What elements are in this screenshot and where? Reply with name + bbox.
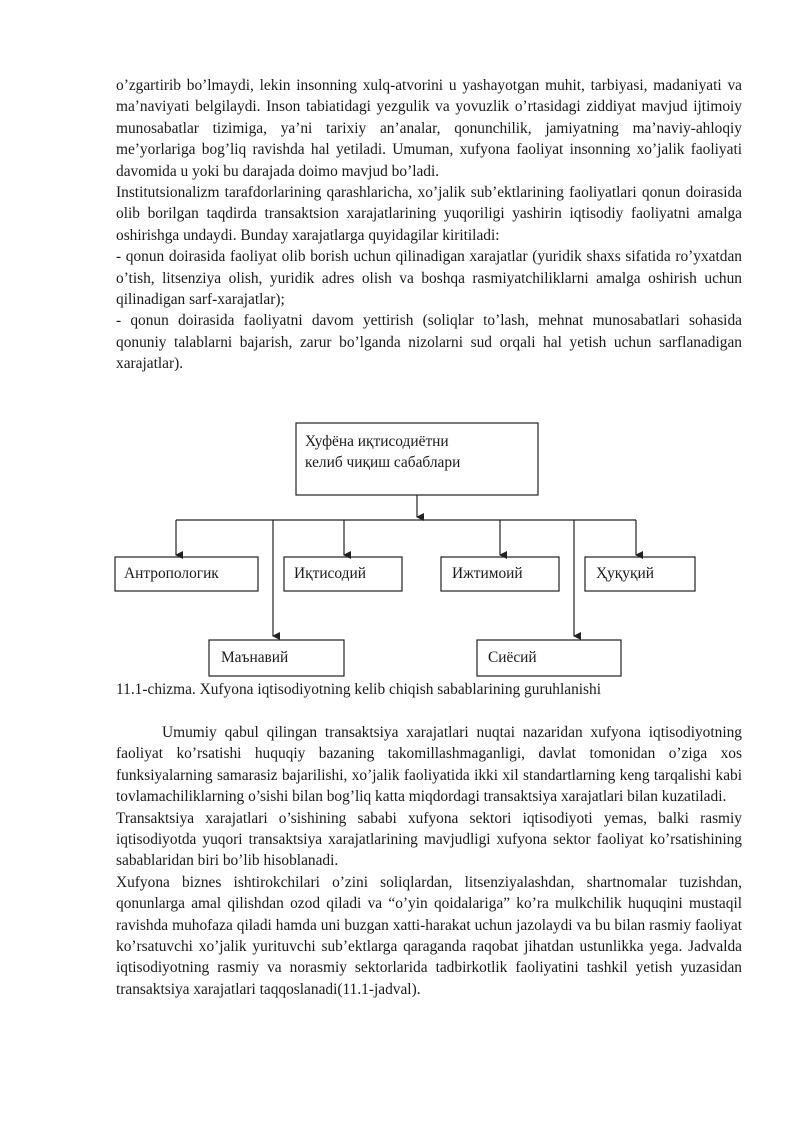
paragraph: o’zgartirib bo’lmaydi, lekin insonning xulq-atvorini u yashayotgan muhit, tarbiyasi, madaniyati va ma’naviyati belgilaydi. Inson tabiatidagi yezgulik va yovuzlik o’rtasidagi ziddiyat mavjud ijtimoiy munosabatlar tizimiga, ya’ni tarixiy an’analar, qonunchilik, jamiyatning ma’naviy-ahloqiy me’yorlariga bog’liq ravishda hal yetiladi. Umuman, xufyona faoliyat insonning xo’jalik faoliyati davomida u yoki bu darajada doimo mavjud bo’ladi. <box>116 77 742 180</box>
paragraph: - qonun doirasida faoliyat olib borish uchun qilinadigan xarajatlar (yuridik shaxs sifatida ro’yxatdan o’tish, litsenziya olish, yuridik adres olish va boshqa rasmiyatchiliklarni amalga oshirish uchun qilinadigan sarf-xarajatlar); <box>116 248 742 309</box>
paragraph: Transaktsiya xarajatlari o’sishining sababi xufyona sektori iqtisodiyoti yemas, balki rasmiy iqtisodiyotda yuqori transaktsiya xarajatlarining mavjudligi xufyona sektor faoliyat ko’rsatishining sabablaridan biri bo’lib hisoblanadi. <box>116 809 742 870</box>
node-political: Сиёсий <box>488 649 537 666</box>
node-spiritual: Маънавий <box>221 649 289 666</box>
figure-caption: 11.1-chizma. Xufyona iqtisodiyotning kelib chiqish sabablarining guruhlanishi <box>116 681 602 698</box>
node-legal: Ҳуқуқий <box>596 565 654 582</box>
paragraph: Umumiy qabul qilingan transaktsiya xarajatlari nuqtai nazaridan xufyona iqtisodiyotning faoliyat ko’rsatishi huquqiy bazaning takomillashmaganligi, davlat tomonidan o’ziga xos funksiyalarning samarasiz bajarilishi, xo’jalik faoliyatida ikki xil standartlarning keng tarqalishi kabi tovlamachiliklarning o’sishi bilan bog’liq katta miqdordagi transaktsiya xarajatlari bilan kuzatiladi. <box>116 724 742 806</box>
root-label-line2: келиб чиқиш сабаблари <box>305 454 461 471</box>
node-economic: Иқтисодий <box>294 565 366 582</box>
node-anthropological: Антропологик <box>124 565 219 582</box>
bottom-text-block <box>116 722 742 1000</box>
paragraph: - qonun doirasida faoliyatni davom yettirish (soliqlar to’lash, mehnat munosabatlari sohasida qonuniy talablarni bajarish, zarur bo’lganda nizolarni sud orqali hal yetish uchun sarflanadigan xarajatlar). <box>116 312 742 373</box>
node-social: Ижтимоий <box>452 565 523 582</box>
paragraph: Xufyona biznes ishtirokchilari o’zini soliqlardan, litsenziyalashdan, shartnomalar tuzishdan, qonunlarga amal qilishdan ozod qiladi va “o’yin qoidalariga” ko’ra mulkchilik huquqini mustaqil ravishda muhofaza qiladi hamda uni buzgan xatti-harakat uchun jazolaydi va bu bilan rasmiy faoliyat ko’rsatuvchi xo’jalik yurituvchi sub’ektlarga qaraganda raqobat jihatdan ustunlikka yega. Jadvalda iqtisodiyotning rasmiy va norasmiy sektorlarida tadbirkotlik faoliyatini tashkil yetish yuzasidan transaktsiya xarajatlari taqqoslanadi(11.1-jadval). <box>116 873 742 998</box>
root-label-line1: Хуфёна иқтисодиётни <box>305 433 449 450</box>
paragraph: Institutsionalizm tarafdorlarining qarashlaricha, xo’jalik sub’ektlarining faoliyatlari qonun doirasida olib borilgan taqdirda transaktsion xarajatlarining yuqoriligi yashirin iqtisodiy faoliyatni amalga oshirishga undaydi. Bunday xarajatlarga quyidagilar kiritiladi: <box>116 184 742 244</box>
